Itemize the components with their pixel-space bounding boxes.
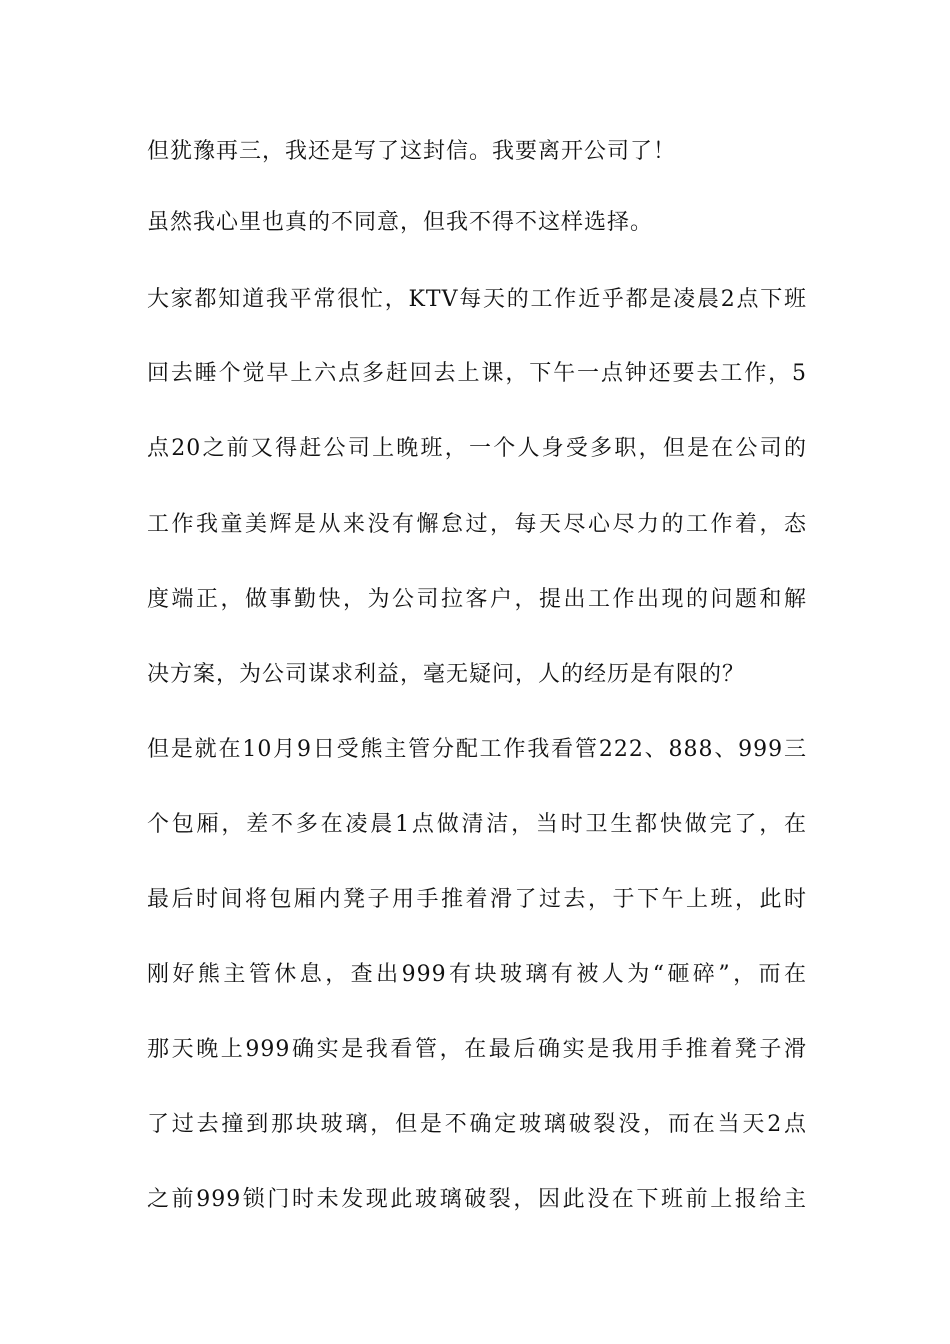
text-line: 刚好熊主管休息，查出999有块玻璃有被人为“砸碎”，而在 (147, 962, 807, 987)
text-line: 但是就在10月9日受熊主管分配工作我看管222、888、999三 (147, 737, 807, 762)
text-line: 那天晚上999确实是我看管，在最后确实是我用手推着凳子滑 (147, 1037, 807, 1062)
text-line: 大家都知道我平常很忙，KTV每天的工作近乎都是凌晨2点下班 (147, 287, 807, 312)
text-line: 决方案，为公司谋求利益，毫无疑问，人的经历是有限的？ (147, 662, 746, 687)
text-line: 之前999锁门时未发现此玻璃破裂，因此没在下班前上报给主 (147, 1187, 807, 1212)
text-line: 但犹豫再三，我还是写了这封信。我要离开公司了！ (147, 139, 677, 164)
text-line: 度端正，做事勤快，为公司拉客户，提出工作出现的问题和解 (147, 587, 807, 612)
text-line: 回去睡个觉早上六点多赶回去上课，下午一点钟还要去工作，5 (147, 361, 807, 386)
text-line: 点20之前又得赶公司上晚班，一个人身受多职，但是在公司的 (147, 436, 807, 461)
text-line: 虽然我心里也真的不同意，但我不得不这样选择。 (147, 210, 654, 235)
text-line: 最后时间将包厢内凳子用手推着滑了过去，于下午上班，此时 (147, 887, 807, 912)
text-line: 了过去撞到那块玻璃，但是不确定玻璃破裂没，而在当天2点 (147, 1112, 807, 1137)
text-line: 个包厢，差不多在凌晨1点做清洁，当时卫生都快做完了，在 (147, 812, 807, 837)
text-line: 工作我童美辉是从来没有懈怠过，每天尽心尽力的工作着，态 (147, 512, 807, 537)
